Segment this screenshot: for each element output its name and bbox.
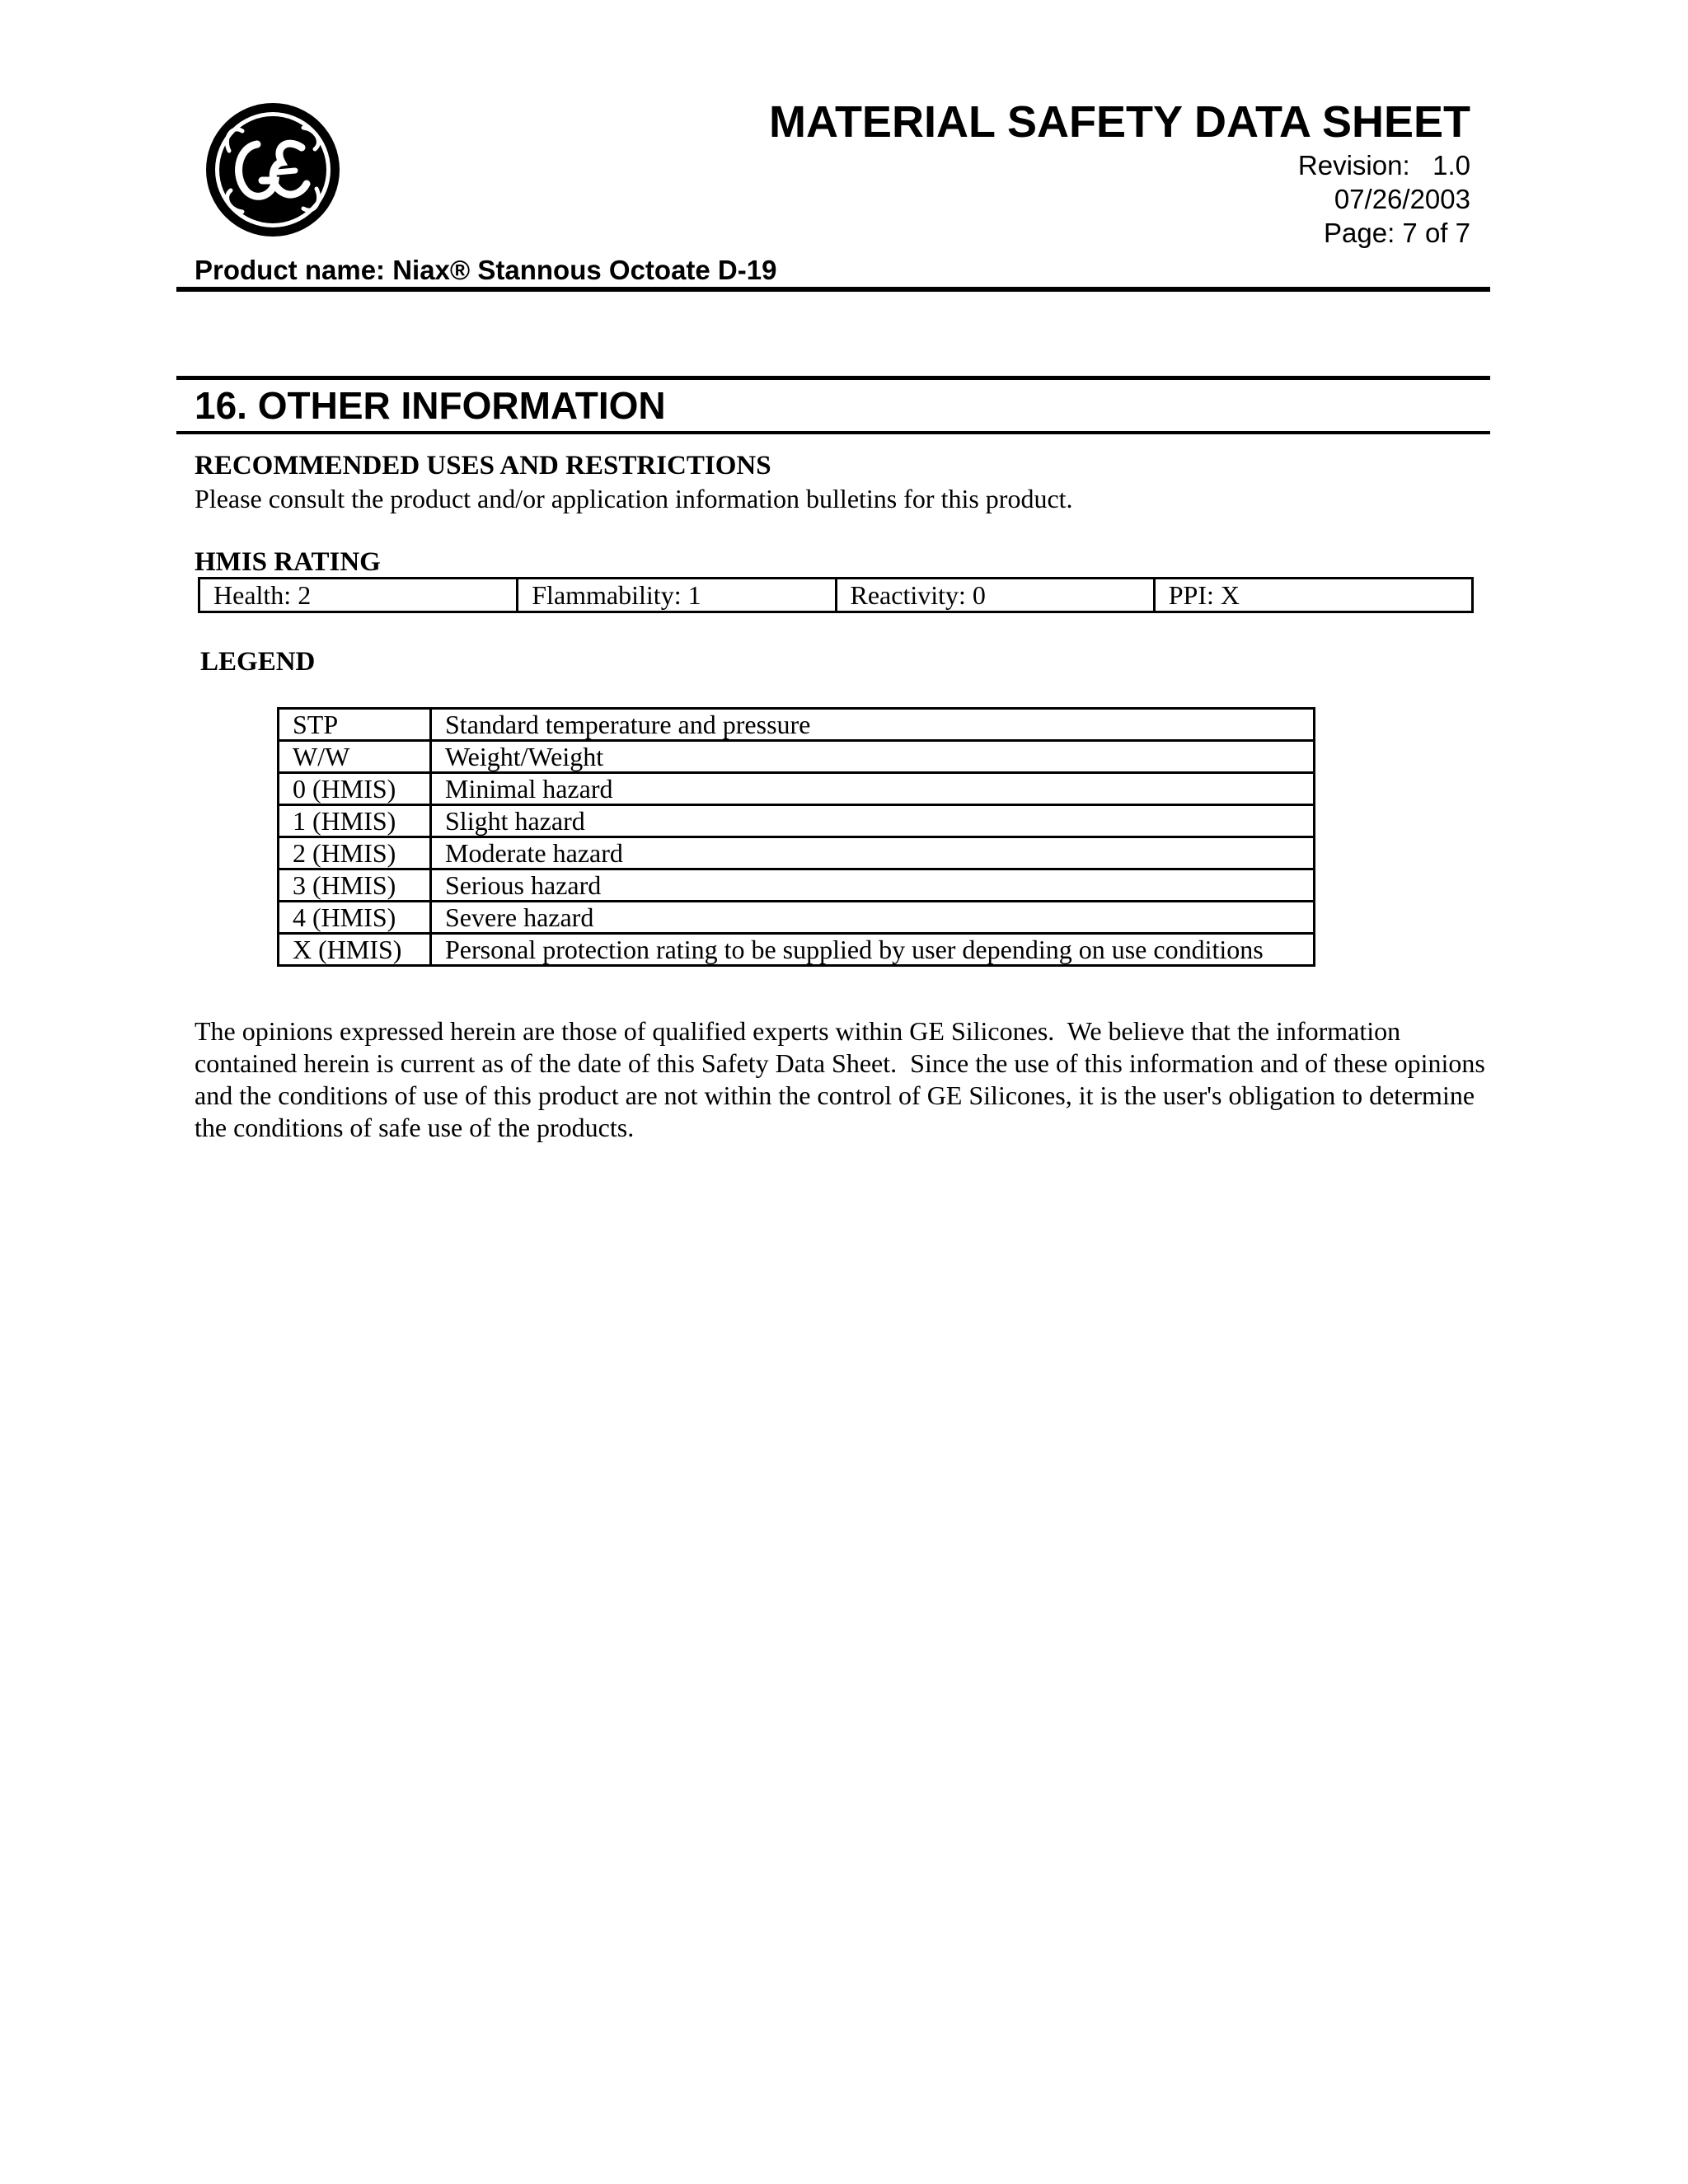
legend-description: Personal protection rating to be supplied by user depending on use conditions bbox=[431, 934, 1315, 966]
legend-table bbox=[277, 707, 1315, 967]
hmis-rating-heading: HMIS RATING bbox=[195, 547, 381, 577]
table-row bbox=[279, 869, 1315, 902]
legend-description: Moderate hazard bbox=[431, 837, 1315, 869]
disclaimer-paragraph: The opinions expressed herein are those of qualified experts within GE Silicones. We believe that the information contained herein is current as of the date of this Safety Data Sheet. Since the use of this information and of these opinions and the conditions of use of this product are not within the control of GE Silicones, it is the user's obligation to determine the conditions of safe use of the products. bbox=[195, 1016, 1492, 1142]
recommended-uses-heading: RECOMMENDED USES AND RESTRICTIONS bbox=[195, 451, 771, 480]
legend-code: 3 (HMIS) bbox=[279, 869, 431, 902]
hmis-health: Health: 2 bbox=[199, 579, 518, 612]
recommended-uses-text: Please consult the product and/or application information bulletins for this product. bbox=[195, 484, 1073, 513]
legend-code: 4 (HMIS) bbox=[279, 902, 431, 934]
legend-heading: LEGEND bbox=[200, 647, 316, 677]
legend-description: Minimal hazard bbox=[431, 773, 1315, 805]
ge-logo-icon bbox=[204, 101, 341, 238]
table-row bbox=[279, 934, 1315, 966]
hmis-ppi: PPI: X bbox=[1154, 579, 1472, 612]
legend-description: Slight hazard bbox=[431, 805, 1315, 837]
revision-number: Revision: 1.0 bbox=[1297, 150, 1470, 180]
revision-block bbox=[1298, 148, 1470, 250]
legend-code: 1 (HMIS) bbox=[279, 805, 431, 837]
table-row bbox=[199, 579, 1473, 612]
legend-code: X (HMIS) bbox=[279, 934, 431, 966]
table-row bbox=[279, 805, 1315, 837]
hmis-rating-table bbox=[198, 577, 1474, 613]
legend-code: 0 (HMIS) bbox=[279, 773, 431, 805]
section-title: 16. OTHER INFORMATION bbox=[195, 384, 666, 427]
legend-description: Weight/Weight bbox=[431, 741, 1315, 773]
table-row bbox=[279, 709, 1315, 741]
header-divider bbox=[176, 287, 1490, 292]
hmis-flammability: Flammability: 1 bbox=[518, 579, 836, 612]
legend-description: Standard temperature and pressure bbox=[431, 709, 1315, 741]
section-divider-bottom bbox=[176, 431, 1490, 434]
legend-code: W/W bbox=[279, 741, 431, 773]
page-number: Page: 7 of 7 bbox=[1324, 218, 1470, 248]
legend-code: STP bbox=[279, 709, 431, 741]
table-row bbox=[279, 741, 1315, 773]
table-row bbox=[279, 837, 1315, 869]
product-name: Product name: Niax® Stannous Octoate D-19 bbox=[195, 255, 777, 285]
section-divider-top bbox=[176, 376, 1490, 380]
table-row bbox=[279, 773, 1315, 805]
table-row bbox=[279, 902, 1315, 934]
revision-date: 07/26/2003 bbox=[1334, 184, 1470, 214]
hmis-reactivity: Reactivity: 0 bbox=[836, 579, 1154, 612]
legend-description: Severe hazard bbox=[431, 902, 1315, 934]
document-title: MATERIAL SAFETY DATA SHEET bbox=[768, 97, 1470, 147]
legend-code: 2 (HMIS) bbox=[279, 837, 431, 869]
legend-description: Serious hazard bbox=[431, 869, 1315, 902]
